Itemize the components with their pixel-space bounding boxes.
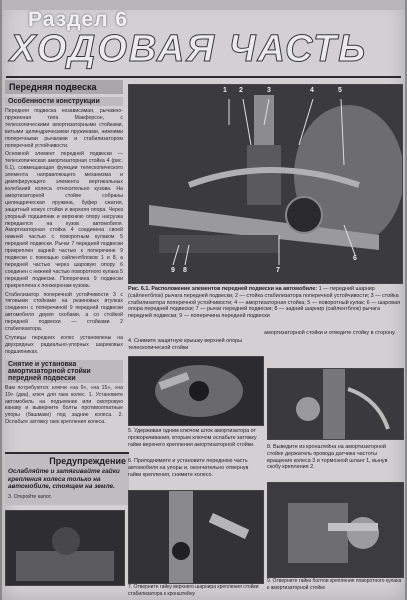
paragraph-3: Стабилизатор поперечной устойчивости 3 с тяговыми стойками на резиновых втулках соединен с поперечиной 9 передней подвески автомобиля двумя скобами, а со стойкой передней подвески — стойками 2 стабилизатора.	[5, 291, 123, 333]
step-3-photo	[5, 510, 125, 586]
step-9-text: 9. Отверните гайки болтов крепления поворотного кулака к амортизаторной стойке	[267, 578, 402, 591]
book-page	[2, 0, 405, 600]
removal-heading: Снятие и установка амортизаторной стойки передней подвески	[5, 360, 123, 383]
step-3-illustration	[6, 511, 124, 585]
paragraph-4: Ступицы передних колес установлены на двухрядных радиально-упорных шариковых подшипниках.	[5, 335, 123, 355]
callout-9: 9	[171, 267, 175, 274]
step-9-photo	[267, 482, 404, 578]
section-label: Раздел 6	[28, 8, 128, 31]
step-3-text: 3. Откройте капот.	[8, 493, 52, 500]
step-4b-text: амортизаторной стойки и отведите стойку в сторону.	[264, 330, 396, 336]
step-8-text: 8. Выведите из кронштейна на амортизаторной стойке держатель провода датчика частоты вращения колеса 3 и тормозной шланг 1, вынув скобу крепления 2.	[267, 444, 388, 471]
section-title: ХОДОВАЯ ЧАСТЬ	[10, 28, 368, 70]
caption-label: Рис. 6.1.	[128, 286, 150, 292]
caption-text: 1 — передний шарнир (сайлентблок) рычага передней подвески; 2 — стойка стабилизатора поперечной устойчивости; 3 — стойка стабилизатора поперечной устойчивости; 4 — амортизаторная стойка; 5 — поворотный кулак; 6 — шаровая опора передней подвески; 7 — рычаг передней подвески; 8 — задний шарнир (сайлентблок) рычага передней подвески; 9 — поперечина передней подвески	[128, 286, 400, 320]
step-5-illustration	[129, 357, 263, 425]
figure-caption	[128, 286, 401, 320]
step-8-illustration	[268, 369, 403, 439]
paragraph-2: Основной элемент передней подвески — телескопическая амортизаторная стойка 4 (рис. 6.1), совмещающая функции телескопического элемента направляющего механизма и демпфирующего элемента вертикальных колебаний колеса относительно кузова. На амортизаторной стойке собраны цилиндрическая пружина, буфер сжатия, защитный кожух стойки и верхняя опора. Через упорный подшипник и верхнюю опору нагрузка передается на кузов автомобиля. Амортизаторная стойка 4 соединена своей нижней частью с поворотным кулаком 5 передней подвески. Рычаг 7 передней подвески прикреплен задней частью к поперечине 9 подвески с помощью сайлентблоков 1 и 8, а передней частью через шаровую опору 6 соединен с нижней частью поворотного кулака 5 передней подвески. Поперечина 9 подвески прикреплена к лонжеронам кузова.	[5, 151, 123, 289]
left-column	[5, 80, 123, 428]
callout-2: 2	[239, 87, 243, 94]
step-4-text: 4. Снимите защитную крышку верхней опоры телескопической стойки	[128, 338, 242, 351]
caption-title: Расположение элементов передней подвески на автомобиле:	[151, 286, 318, 292]
callout-6: 6	[353, 255, 357, 262]
front-suspension-heading: Передняя подвеска	[5, 80, 123, 94]
step-8-photo	[267, 368, 404, 440]
callout-1: 1	[223, 87, 227, 94]
paragraph-1: Передняя подвеска независимая, рычажно-пружинная типа Макферсон, с телескопическими амортизаторными стойками, витыми цилиндрическими пружинами, нижними поперечными рычагами и стабилизатором поперечной устойчивости.	[5, 108, 123, 149]
warning-text: Ослабляйте и затягивайте гайки крепления колеса только на автомобиле, стоящем на земле.	[8, 468, 120, 491]
removal-text: Вам потребуются: ключи «на 9», «на 15», «на 19» (два), ключ для гаек колес. 1. Установите автомобиль на подъемник или смотровую канаву и выверните болты противооткатные упоры (башмаки) под задние колеса. 2. Ослабьте затяжку гаек крепления колеса.	[5, 384, 123, 426]
step-7-illustration	[129, 491, 263, 583]
callout-5: 5	[338, 87, 342, 94]
step-7-photo	[128, 490, 264, 584]
callout-7: 7	[276, 267, 280, 274]
step-9-illustration	[268, 483, 403, 577]
figure-6-1-photo	[128, 84, 403, 284]
callout-8: 8	[183, 267, 187, 274]
step-7-text: 7. Отверните гайку верхнего шарнира крепления стойки стабилизатора к кронштейну	[128, 584, 259, 597]
step-5-text: 5. Удерживая одним ключом шток амортизатора от проворачивания, вторым ключом ослабьте затяжку гайки верхнего крепления амортизаторной стойки.	[128, 428, 257, 448]
callout-3: 3	[267, 87, 271, 94]
header-rule	[6, 76, 401, 78]
suspension-illustration	[129, 85, 402, 283]
step-6-text: 6. Приподнимите и установите переднюю часть автомобиля на упоры и, окончательно отвернув гайки крепления, снимите колесо.	[128, 458, 249, 478]
design-features-heading: Особенности конструкции	[5, 97, 123, 106]
warning-box	[5, 452, 129, 505]
warning-heading: Предупреждение	[49, 456, 126, 466]
callout-4: 4	[310, 87, 314, 94]
step-5-photo	[128, 356, 264, 426]
